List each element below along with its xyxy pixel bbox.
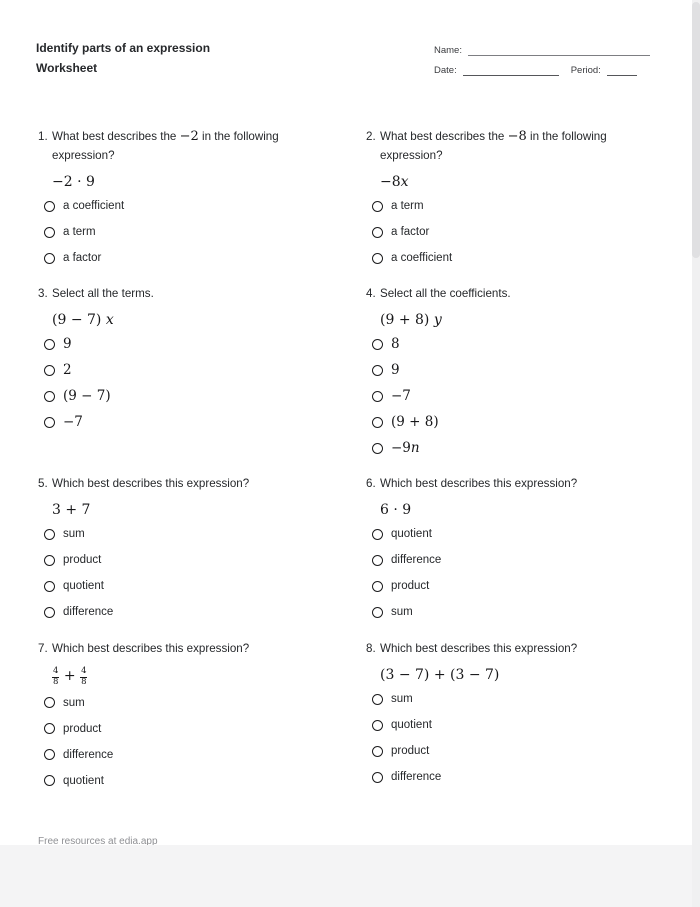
radio-button[interactable]	[372, 227, 383, 238]
options	[44, 521, 330, 625]
option-label: (9 + 8)	[391, 414, 439, 430]
question	[38, 127, 330, 271]
option-label: difference	[391, 554, 442, 566]
question-text: Which best describes this expression?	[380, 642, 578, 655]
question	[366, 284, 658, 461]
question-number: 4.	[366, 287, 376, 300]
answer-option[interactable]	[44, 716, 330, 742]
scrollbar-track[interactable]	[692, 0, 700, 907]
radio-button[interactable]	[372, 581, 383, 592]
option-label: a factor	[63, 252, 102, 264]
option-label: 9	[391, 362, 400, 378]
answer-option[interactable]	[372, 712, 658, 738]
expression: 6 · 9	[380, 502, 412, 518]
period-label: Period:	[570, 65, 601, 76]
option-label: −7	[63, 414, 83, 430]
option-label: quotient	[391, 719, 432, 731]
answer-option[interactable]	[44, 357, 330, 383]
option-label: sum	[391, 606, 413, 618]
radio-button[interactable]	[44, 723, 55, 734]
question-number: 7.	[38, 642, 48, 655]
radio-button[interactable]	[372, 555, 383, 566]
fraction: $\frac{4}{8}$	[81, 666, 87, 687]
question	[366, 639, 658, 790]
answer-option[interactable]	[44, 383, 330, 409]
answer-option[interactable]	[372, 686, 658, 712]
radio-button[interactable]	[372, 746, 383, 757]
answer-option[interactable]	[44, 742, 330, 768]
option-label: quotient	[63, 774, 104, 787]
question	[38, 284, 330, 435]
question-number: 2.	[366, 130, 376, 143]
option-label: −9n	[391, 440, 420, 456]
answer-option[interactable]	[44, 219, 330, 245]
question-number: 1.	[38, 130, 48, 143]
date-label: Date:	[434, 65, 457, 76]
worksheet-title: Identify parts of an expression	[36, 41, 211, 55]
option-label: difference	[63, 748, 114, 761]
answer-option[interactable]	[44, 521, 330, 547]
expression: $\frac{4}{8}$ + $\frac{4}{8}$	[53, 666, 87, 687]
answer-option[interactable]	[44, 547, 330, 573]
radio-button[interactable]	[372, 694, 383, 705]
name-label: Name:	[434, 45, 462, 56]
answer-option[interactable]	[372, 357, 658, 383]
question-prompt	[366, 127, 658, 165]
question	[366, 127, 658, 271]
radio-button[interactable]	[44, 697, 55, 708]
answer-option[interactable]	[372, 331, 658, 357]
question-number: 3.	[38, 287, 48, 300]
answer-option[interactable]	[44, 690, 330, 716]
option-label: a term	[63, 226, 96, 238]
radio-button[interactable]	[44, 253, 55, 264]
answer-option[interactable]	[372, 738, 658, 764]
option-label: 8	[391, 336, 400, 352]
answer-option[interactable]	[44, 409, 330, 435]
question	[366, 474, 658, 625]
radio-button[interactable]	[44, 581, 55, 592]
expression: −8x	[380, 174, 409, 190]
radio-button[interactable]	[44, 227, 55, 238]
scrollbar-thumb[interactable]	[692, 2, 700, 258]
period-blank-line	[607, 66, 637, 76]
option-label: quotient	[391, 528, 432, 540]
name-blank-line	[468, 46, 650, 56]
option-label: 9	[63, 336, 72, 352]
option-label: a coefficient	[63, 200, 125, 212]
options	[44, 690, 330, 794]
worksheet-subtitle: Worksheet	[36, 61, 98, 75]
radio-button[interactable]	[44, 607, 55, 618]
question-prompt	[366, 284, 658, 303]
radio-button[interactable]	[372, 201, 383, 212]
radio-button[interactable]	[44, 339, 55, 350]
option-label: (9 − 7)	[63, 388, 111, 404]
expression: (9 + 8) y	[380, 312, 442, 328]
answer-option[interactable]	[44, 599, 330, 625]
worksheet-title-block	[36, 38, 210, 78]
answer-option[interactable]	[44, 193, 330, 219]
question-text: Which best describes this expression?	[52, 642, 250, 655]
radio-button[interactable]	[372, 529, 383, 540]
radio-button[interactable]	[372, 720, 383, 731]
expression: (9 − 7) x	[52, 312, 114, 328]
options	[372, 686, 658, 790]
option-label: difference	[63, 606, 114, 618]
question-text: What best describes the −2 in the following expression?	[52, 129, 279, 162]
question	[38, 474, 330, 625]
radio-button[interactable]	[372, 391, 383, 402]
question-prompt	[38, 127, 330, 165]
answer-option[interactable]	[372, 764, 658, 790]
question-prompt	[366, 474, 658, 493]
question-number: 6.	[366, 477, 376, 490]
fraction: $\frac{4}{8}$	[53, 666, 59, 687]
question-number: 5.	[38, 477, 48, 490]
answer-option[interactable]	[44, 768, 330, 794]
student-info-fields	[434, 42, 664, 82]
answer-option[interactable]	[372, 383, 658, 409]
options	[372, 331, 658, 461]
options	[44, 193, 330, 271]
answer-option[interactable]	[372, 219, 658, 245]
answer-option[interactable]	[372, 409, 658, 435]
option-label: product	[391, 745, 430, 757]
answer-option[interactable]	[372, 573, 658, 599]
option-label: a coefficient	[391, 252, 453, 264]
option-label: difference	[391, 771, 442, 783]
expression: 3 + 7	[52, 502, 91, 518]
option-label: a factor	[391, 226, 430, 238]
footer-text: Free resources at edia.app	[38, 836, 158, 845]
option-label: quotient	[63, 580, 104, 592]
answer-option[interactable]	[44, 573, 330, 599]
answer-option[interactable]	[372, 521, 658, 547]
radio-button[interactable]	[372, 253, 383, 264]
answer-option[interactable]	[44, 245, 330, 271]
question-prompt	[366, 639, 658, 658]
answer-option[interactable]	[44, 331, 330, 357]
radio-button[interactable]	[44, 417, 55, 428]
question-prompt	[38, 474, 330, 493]
question-text: Which best describes this expression?	[52, 477, 250, 490]
radio-button[interactable]	[44, 201, 55, 212]
option-label: product	[391, 580, 430, 592]
question-text: Select all the coefficients.	[380, 287, 511, 300]
question-prompt	[38, 284, 330, 303]
date-period-field-row	[434, 62, 664, 76]
expression: −2 · 9	[52, 174, 95, 190]
question-text: Which best describes this expression?	[380, 477, 578, 490]
question-text: Select all the terms.	[52, 287, 154, 300]
option-label: sum	[391, 693, 413, 705]
radio-button[interactable]	[44, 391, 55, 402]
radio-button[interactable]	[44, 365, 55, 376]
answer-option[interactable]	[372, 435, 658, 461]
radio-button[interactable]	[372, 365, 383, 376]
date-blank-line	[463, 66, 559, 76]
question-number: 8.	[366, 642, 376, 655]
radio-button[interactable]	[372, 417, 383, 428]
expression: (3 − 7) + (3 − 7)	[380, 667, 500, 683]
radio-button[interactable]	[372, 772, 383, 783]
radio-button[interactable]	[372, 339, 383, 350]
answer-option[interactable]	[372, 245, 658, 271]
options	[44, 331, 330, 435]
answer-option[interactable]	[372, 193, 658, 219]
radio-button[interactable]	[44, 749, 55, 760]
option-label: a term	[391, 200, 424, 212]
options	[372, 193, 658, 271]
question	[38, 639, 330, 794]
option-label: product	[63, 554, 102, 566]
radio-button[interactable]	[372, 607, 383, 618]
answer-option[interactable]	[372, 547, 658, 573]
radio-button[interactable]	[44, 555, 55, 566]
question-prompt	[38, 639, 330, 658]
options	[372, 521, 658, 625]
option-label: 2	[63, 362, 72, 378]
answer-option[interactable]	[372, 599, 658, 625]
option-label: product	[63, 722, 102, 735]
option-label: −7	[391, 388, 411, 404]
radio-button[interactable]	[44, 775, 55, 786]
question-text: What best describes the −8 in the following expression?	[380, 129, 607, 162]
radio-button[interactable]	[44, 529, 55, 540]
option-label: sum	[63, 696, 85, 709]
name-field-row	[434, 42, 664, 56]
radio-button[interactable]	[372, 443, 383, 454]
option-label: sum	[63, 528, 85, 540]
